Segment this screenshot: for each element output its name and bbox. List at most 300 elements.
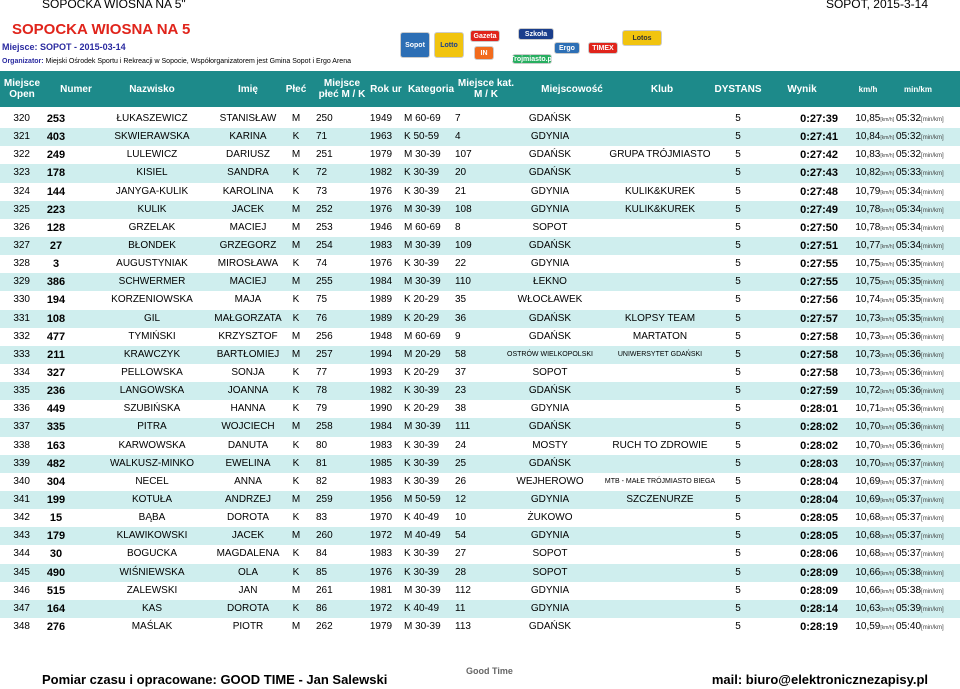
table-row bbox=[0, 219, 960, 237]
footer bbox=[0, 666, 960, 689]
cell-last-name: WIŚNIEWSKA bbox=[119, 566, 185, 578]
cell-birth-year: 1976 bbox=[369, 203, 393, 215]
unit-minkm: [min/km] bbox=[921, 461, 944, 468]
cell-result-time: 0:28:19 bbox=[800, 620, 838, 633]
cell-gender-place: 259 bbox=[316, 493, 333, 505]
cell-category-place: 10 bbox=[455, 512, 467, 524]
results-table-header bbox=[0, 71, 960, 107]
cell-bib-number: 211 bbox=[47, 348, 65, 361]
unit-kmh: [km/h] bbox=[880, 624, 894, 631]
cell-birth-year: 1948 bbox=[369, 330, 393, 342]
cell-gender-place: 261 bbox=[316, 584, 333, 596]
cell-place-open: 323 bbox=[13, 167, 30, 179]
header-minkm: min/km bbox=[903, 84, 932, 94]
cell-club bbox=[600, 164, 720, 182]
cell-club bbox=[600, 382, 720, 400]
cell-pace: 05:36[min/km] bbox=[896, 348, 944, 360]
cell-pace: 05:33[min/km] bbox=[896, 167, 944, 179]
cell-bib-number: 276 bbox=[46, 620, 66, 633]
unit-minkm: [min/km] bbox=[921, 352, 944, 359]
cell-result-time: 0:28:01 bbox=[800, 403, 838, 416]
cell-first-name: STANISŁAW bbox=[219, 113, 277, 124]
cell-birth-year: 1972 bbox=[369, 602, 393, 614]
cell-city: GDAŃSK bbox=[528, 330, 572, 342]
cell-bib-number: 199 bbox=[46, 493, 66, 506]
unit-minkm: [min/km] bbox=[921, 389, 944, 396]
cell-category-place: 22 bbox=[455, 258, 467, 270]
cell-category-place: 38 bbox=[455, 403, 467, 415]
cell-city: GDAŃSK bbox=[528, 620, 572, 632]
cell-city: GDYNIA bbox=[530, 493, 570, 505]
cell-bib-number: 253 bbox=[46, 113, 66, 125]
cell-bib-number: 490 bbox=[46, 566, 66, 579]
cell-category: K 20-29 bbox=[404, 366, 440, 378]
cell-speed: 10,73[km/h] bbox=[855, 312, 894, 324]
cell-first-name: MAJA bbox=[234, 294, 262, 306]
cell-gender-place: 250 bbox=[316, 113, 333, 124]
cell-result-time: 0:27:51 bbox=[800, 239, 838, 252]
cell-gender: K bbox=[292, 457, 300, 469]
header-miejscowosc: Miejscowość bbox=[541, 83, 603, 95]
cell-last-name: GIL bbox=[143, 312, 161, 324]
cell-result-time: 0:28:02 bbox=[800, 439, 838, 452]
cell-bib-number: 249 bbox=[46, 149, 66, 162]
cell-club bbox=[600, 509, 720, 527]
cell-speed: 10,63[km/h] bbox=[855, 602, 894, 614]
cell-result-time: 0:28:05 bbox=[800, 530, 838, 543]
cell-gender: M bbox=[291, 149, 301, 161]
cell-city: SOPOT bbox=[532, 221, 568, 233]
unit-minkm: [min/km] bbox=[921, 425, 944, 432]
cell-distance: 5 bbox=[735, 294, 741, 306]
cell-bib-number: 482 bbox=[46, 457, 66, 470]
cell-last-name: NECEL bbox=[135, 475, 169, 487]
cell-place-open: 340 bbox=[13, 475, 30, 487]
unit-kmh: [km/h] bbox=[880, 171, 894, 178]
cell-birth-year: 1970 bbox=[369, 512, 393, 524]
cell-result-time: 0:27:50 bbox=[800, 221, 838, 234]
cell-category-place: 35 bbox=[455, 294, 467, 306]
unit-kmh: [km/h] bbox=[880, 153, 894, 160]
cell-distance: 5 bbox=[735, 548, 741, 560]
table-row bbox=[0, 201, 960, 219]
cell-category: M 50-59 bbox=[404, 493, 441, 505]
cell-birth-year: 1979 bbox=[369, 620, 393, 632]
cell-club bbox=[600, 582, 720, 600]
cell-distance: 5 bbox=[735, 185, 741, 197]
cell-bib-number: 403 bbox=[46, 131, 66, 144]
cell-last-name: KOTUŁA bbox=[131, 493, 172, 505]
unit-minkm: [min/km] bbox=[921, 588, 944, 595]
timex-logo: TIMEX bbox=[588, 42, 618, 54]
unit-minkm: [min/km] bbox=[921, 135, 944, 142]
cell-place-open: 346 bbox=[13, 584, 30, 596]
cell-last-name: MAŚLAK bbox=[131, 620, 173, 632]
cell-city: SOPOT bbox=[532, 566, 568, 578]
cell-last-name: ŁUKASZEWICZ bbox=[116, 113, 188, 124]
unit-kmh: [km/h] bbox=[880, 552, 894, 559]
header-klub: Klub bbox=[650, 83, 674, 95]
table-row bbox=[0, 545, 960, 563]
cell-speed: 10,78[km/h] bbox=[855, 221, 894, 233]
cell-birth-year: 1976 bbox=[369, 566, 393, 578]
cell-city: GDAŃSK bbox=[528, 167, 572, 179]
cell-club bbox=[600, 237, 720, 255]
cell-speed: 10,72[km/h] bbox=[855, 385, 894, 397]
cell-city: SOPOT bbox=[532, 548, 568, 560]
cell-gender-place: 74 bbox=[316, 258, 328, 270]
unit-kmh: [km/h] bbox=[880, 588, 894, 595]
cell-category-place: 109 bbox=[455, 239, 472, 251]
gazeta-logo: Gazeta bbox=[470, 30, 500, 42]
cell-speed: 10,70[km/h] bbox=[855, 439, 894, 451]
cell-city: GDYNIA bbox=[530, 602, 570, 614]
cell-pace: 05:34[min/km] bbox=[896, 221, 944, 233]
cell-gender-place: 81 bbox=[316, 457, 328, 469]
cell-result-time: 0:27:43 bbox=[800, 167, 838, 180]
cell-place-open: 336 bbox=[13, 403, 30, 415]
cell-club bbox=[600, 564, 720, 582]
cell-distance: 5 bbox=[735, 203, 741, 215]
cell-distance: 5 bbox=[735, 312, 741, 324]
table-row bbox=[0, 273, 960, 291]
cell-first-name: KRZYSZTOF bbox=[218, 330, 278, 342]
cell-last-name: KAS bbox=[141, 602, 162, 614]
cell-category: K 40-49 bbox=[404, 512, 440, 524]
cell-gender-place: 76 bbox=[316, 312, 328, 324]
cell-speed: 10,71[km/h] bbox=[855, 403, 894, 415]
cell-result-time: 0:28:09 bbox=[800, 566, 838, 579]
cell-birth-year: 1982 bbox=[369, 167, 393, 179]
organizer-label: Organizator: bbox=[2, 58, 44, 65]
cell-gender: K bbox=[292, 258, 300, 270]
cell-pace: 05:38[min/km] bbox=[896, 584, 944, 596]
cell-club bbox=[600, 545, 720, 563]
cell-last-name: AUGUSTYNIAK bbox=[116, 258, 188, 270]
cell-club: GRUPA TRÓJMIASTO bbox=[609, 149, 711, 161]
cell-category-place: 9 bbox=[455, 330, 461, 342]
cell-last-name: JANYGA-KULIK bbox=[115, 185, 189, 197]
cell-birth-year: 1989 bbox=[369, 312, 393, 324]
cell-birth-year: 1994 bbox=[369, 348, 393, 360]
cell-category-place: 113 bbox=[455, 620, 471, 632]
cell-bib-number: 27 bbox=[49, 239, 63, 252]
event-place bbox=[2, 42, 126, 52]
cell-last-name: KARWOWSKA bbox=[118, 439, 186, 451]
cell-distance: 5 bbox=[735, 602, 741, 614]
cell-speed: 10,78[km/h] bbox=[855, 203, 894, 215]
cell-distance: 5 bbox=[735, 584, 741, 596]
table-row bbox=[0, 328, 960, 346]
cell-club: KULIK&KUREK bbox=[624, 203, 696, 215]
cell-category-place: 58 bbox=[455, 348, 467, 360]
unit-minkm: [min/km] bbox=[921, 407, 944, 414]
cell-gender-place: 77 bbox=[316, 366, 328, 378]
unit-minkm: [min/km] bbox=[921, 243, 944, 250]
cell-city: SOPOT bbox=[532, 366, 568, 378]
cell-pace: 05:32[min/km] bbox=[896, 113, 944, 124]
unit-kmh: [km/h] bbox=[880, 570, 894, 577]
unit-minkm: [min/km] bbox=[921, 334, 944, 341]
cell-result-time: 0:27:58 bbox=[800, 366, 838, 379]
table-row bbox=[0, 146, 960, 164]
cell-place-open: 343 bbox=[13, 530, 30, 542]
cell-gender: K bbox=[292, 366, 300, 378]
cell-bib-number: 327 bbox=[46, 366, 66, 379]
unit-minkm: [min/km] bbox=[921, 153, 944, 160]
cell-result-time: 0:27:57 bbox=[800, 312, 838, 325]
cell-gender-place: 260 bbox=[316, 530, 333, 542]
table-row bbox=[0, 164, 960, 182]
cell-distance: 5 bbox=[735, 403, 741, 415]
table-row bbox=[0, 418, 960, 436]
unit-kmh: [km/h] bbox=[880, 534, 894, 541]
cell-distance: 5 bbox=[735, 366, 741, 378]
cell-gender: K bbox=[292, 548, 300, 560]
cell-pace: 05:37[min/km] bbox=[896, 512, 944, 524]
cell-pace: 05:36[min/km] bbox=[896, 330, 944, 342]
cell-club: SZCZENURZE bbox=[626, 493, 694, 505]
cell-birth-year: 1985 bbox=[369, 457, 393, 469]
cell-gender-place: 84 bbox=[316, 548, 328, 560]
unit-minkm: [min/km] bbox=[921, 171, 944, 178]
table-row bbox=[0, 110, 960, 128]
cell-category: M 60-69 bbox=[404, 221, 441, 233]
cell-first-name: DANUTA bbox=[227, 439, 269, 451]
cell-category: K 30-39 bbox=[404, 475, 440, 487]
cell-gender: M bbox=[291, 620, 301, 632]
cell-result-time: 0:27:41 bbox=[800, 131, 838, 144]
cell-category-place: 25 bbox=[455, 457, 467, 469]
sopot-logo: Sopot bbox=[400, 32, 430, 58]
cell-distance: 5 bbox=[735, 131, 741, 143]
table-row bbox=[0, 527, 960, 545]
unit-kmh: [km/h] bbox=[880, 243, 894, 250]
top-line bbox=[0, 0, 960, 12]
cell-bib-number: 386 bbox=[46, 276, 66, 289]
cell-gender: K bbox=[292, 403, 300, 415]
cell-category: K 50-59 bbox=[404, 131, 440, 143]
table-row bbox=[0, 291, 960, 309]
cell-speed: 10,85[km/h] bbox=[855, 113, 894, 124]
cell-last-name: PELLOWSKA bbox=[121, 366, 183, 378]
cell-category-place: 110 bbox=[455, 276, 471, 288]
unit-kmh: [km/h] bbox=[880, 606, 894, 613]
cell-place-open: 342 bbox=[13, 512, 30, 524]
cell-birth-year: 1979 bbox=[369, 149, 393, 161]
cell-speed: 10,77[km/h] bbox=[855, 239, 894, 251]
cell-city: GDYNIA bbox=[530, 530, 570, 542]
cell-first-name: KAROLINA bbox=[222, 185, 274, 197]
cell-gender-place: 72 bbox=[316, 167, 328, 179]
cell-category-place: 112 bbox=[455, 584, 471, 596]
cell-speed: 10,69[km/h] bbox=[855, 475, 894, 487]
cell-gender: M bbox=[291, 330, 301, 342]
table-row bbox=[0, 255, 960, 273]
cell-birth-year: 1990 bbox=[369, 403, 393, 415]
cell-speed: 10,59[km/h] bbox=[855, 620, 894, 632]
cell-result-time: 0:27:42 bbox=[800, 149, 838, 162]
unit-kmh: [km/h] bbox=[880, 352, 894, 359]
cell-birth-year: 1972 bbox=[369, 530, 393, 542]
cell-city: GDYNIA bbox=[530, 203, 570, 215]
cell-city: GDAŃSK bbox=[528, 113, 572, 124]
cell-club bbox=[600, 110, 720, 128]
cell-result-time: 0:27:39 bbox=[800, 113, 838, 125]
cell-place-open: 341 bbox=[13, 493, 30, 505]
cell-distance: 5 bbox=[735, 421, 741, 433]
cell-distance: 5 bbox=[735, 457, 741, 469]
unit-kmh: [km/h] bbox=[880, 370, 894, 377]
cell-category: K 40-49 bbox=[404, 602, 440, 614]
cell-last-name: BOGUCKA bbox=[126, 548, 177, 560]
unit-kmh: [km/h] bbox=[880, 479, 894, 486]
cell-pace: 05:32[min/km] bbox=[896, 149, 944, 161]
cell-speed: 10,68[km/h] bbox=[855, 512, 894, 524]
cell-distance: 5 bbox=[735, 475, 741, 487]
cell-club bbox=[600, 455, 720, 473]
table-row bbox=[0, 346, 960, 364]
header-wynik: Wynik bbox=[787, 83, 817, 95]
cell-bib-number: 30 bbox=[49, 548, 63, 561]
table-row bbox=[0, 237, 960, 255]
cell-last-name: ZALEWSKI bbox=[126, 584, 178, 596]
cell-speed: 10,75[km/h] bbox=[855, 258, 894, 270]
unit-kmh: [km/h] bbox=[880, 334, 894, 341]
cell-category: M 30-39 bbox=[404, 149, 441, 161]
cell-birth-year: 1981 bbox=[369, 584, 393, 596]
cell-distance: 5 bbox=[735, 348, 741, 360]
unit-kmh: [km/h] bbox=[880, 189, 894, 196]
unit-minkm: [min/km] bbox=[921, 280, 944, 287]
cell-result-time: 0:27:58 bbox=[800, 348, 838, 361]
cell-club bbox=[600, 618, 720, 636]
cell-place-open: 334 bbox=[13, 366, 30, 378]
cell-category: M 30-39 bbox=[404, 421, 441, 433]
unit-minkm: [min/km] bbox=[921, 298, 944, 305]
cell-distance: 5 bbox=[735, 530, 741, 542]
event-organizer bbox=[2, 58, 351, 65]
cell-club: UNIWERSYTET GDAŃSKI bbox=[617, 350, 703, 358]
cell-first-name: KARINA bbox=[229, 131, 267, 143]
cell-gender-place: 262 bbox=[316, 620, 333, 632]
cell-gender: M bbox=[291, 493, 301, 505]
cell-gender: K bbox=[292, 566, 300, 578]
place-value: SOPOT - 2015-03-14 bbox=[40, 42, 126, 52]
cell-gender: M bbox=[291, 239, 301, 251]
unit-kmh: [km/h] bbox=[880, 461, 894, 468]
cell-first-name: DOROTA bbox=[226, 602, 270, 614]
header-kmh: km/h bbox=[858, 84, 878, 94]
cell-birth-year: 1993 bbox=[369, 366, 393, 378]
cell-city: GDAŃSK bbox=[528, 421, 572, 433]
event-title: SOPOCKA WIOSNA NA 5 bbox=[12, 21, 191, 38]
cell-speed: 10,70[km/h] bbox=[855, 421, 894, 433]
cell-pace: 05:37[min/km] bbox=[896, 493, 944, 505]
cell-last-name: SCHWERMER bbox=[118, 276, 186, 288]
cell-category: K 30-39 bbox=[404, 566, 440, 578]
header-kategoria: Kategoria bbox=[407, 83, 455, 95]
cell-pace: 05:34[min/km] bbox=[896, 203, 944, 215]
cell-place-open: 324 bbox=[13, 185, 30, 197]
cell-pace: 05:40[min/km] bbox=[896, 620, 944, 632]
cell-first-name: EWELINA bbox=[225, 457, 271, 469]
cell-last-name: LANGOWSKA bbox=[119, 385, 185, 397]
cell-speed: 10,75[km/h] bbox=[855, 276, 894, 288]
cell-club bbox=[600, 128, 720, 146]
cell-club: RUCH TO ZDROWIE bbox=[612, 439, 708, 451]
cell-city: GDAŃSK bbox=[528, 312, 572, 324]
cell-place-open: 329 bbox=[13, 276, 30, 288]
cell-city: MOSTY bbox=[532, 439, 568, 451]
cell-category: M 30-39 bbox=[404, 203, 441, 215]
cell-pace: 05:37[min/km] bbox=[896, 530, 944, 542]
cell-bib-number: 128 bbox=[46, 221, 66, 234]
cell-first-name: SANDRA bbox=[227, 167, 269, 179]
cell-first-name: SONJA bbox=[231, 366, 265, 378]
cell-result-time: 0:27:58 bbox=[800, 330, 838, 343]
cell-result-time: 0:28:09 bbox=[800, 584, 838, 597]
cell-place-open: 347 bbox=[13, 602, 30, 614]
table-row bbox=[0, 564, 960, 582]
cell-bib-number: 144 bbox=[46, 185, 66, 198]
cell-distance: 5 bbox=[735, 330, 741, 342]
cell-city: GDYNIA bbox=[530, 131, 570, 143]
sponsor-logos bbox=[400, 24, 680, 76]
unit-minkm: [min/km] bbox=[921, 479, 944, 486]
unit-minkm: [min/km] bbox=[921, 552, 944, 559]
cell-bib-number: 194 bbox=[46, 294, 66, 307]
cell-pace: 05:35[min/km] bbox=[896, 294, 944, 306]
cell-result-time: 0:27:55 bbox=[800, 258, 838, 271]
unit-minkm: [min/km] bbox=[921, 534, 944, 541]
cell-category: K 30-39 bbox=[404, 185, 440, 197]
table-row bbox=[0, 600, 960, 618]
cell-first-name: DOROTA bbox=[226, 512, 270, 524]
cell-speed: 10,66[km/h] bbox=[855, 584, 894, 596]
cell-last-name: LULEWICZ bbox=[126, 149, 178, 161]
cell-club: MARTATON bbox=[632, 330, 688, 342]
cell-gender-place: 83 bbox=[316, 512, 328, 524]
cell-distance: 5 bbox=[735, 113, 741, 124]
table-row bbox=[0, 473, 960, 491]
cell-speed: 10,73[km/h] bbox=[855, 366, 894, 378]
cell-gender-place: 255 bbox=[316, 276, 333, 288]
cell-distance: 5 bbox=[735, 512, 741, 524]
cell-category-place: 20 bbox=[455, 167, 467, 179]
unit-kmh: [km/h] bbox=[880, 117, 894, 123]
unit-minkm: [min/km] bbox=[921, 189, 944, 196]
cell-gender: K bbox=[292, 475, 300, 487]
ergo-logo: Ergo bbox=[554, 42, 580, 54]
cell-place-open: 337 bbox=[13, 421, 30, 433]
cell-place-open: 338 bbox=[13, 439, 30, 451]
header-numer: Numer bbox=[60, 83, 92, 95]
unit-minkm: [min/km] bbox=[921, 225, 944, 232]
cell-club bbox=[600, 273, 720, 291]
cell-category: M 60-69 bbox=[404, 113, 441, 124]
table-row bbox=[0, 491, 960, 509]
cell-gender: M bbox=[291, 113, 301, 124]
cell-distance: 5 bbox=[735, 258, 741, 270]
unit-minkm: [min/km] bbox=[921, 262, 944, 269]
cell-speed: 10,68[km/h] bbox=[855, 548, 894, 560]
cell-gender-place: 258 bbox=[316, 421, 333, 433]
cell-pace: 05:36[min/km] bbox=[896, 439, 944, 451]
cell-birth-year: 1946 bbox=[369, 221, 393, 233]
cell-city: GDYNIA bbox=[530, 584, 570, 596]
unit-minkm: [min/km] bbox=[921, 316, 944, 323]
